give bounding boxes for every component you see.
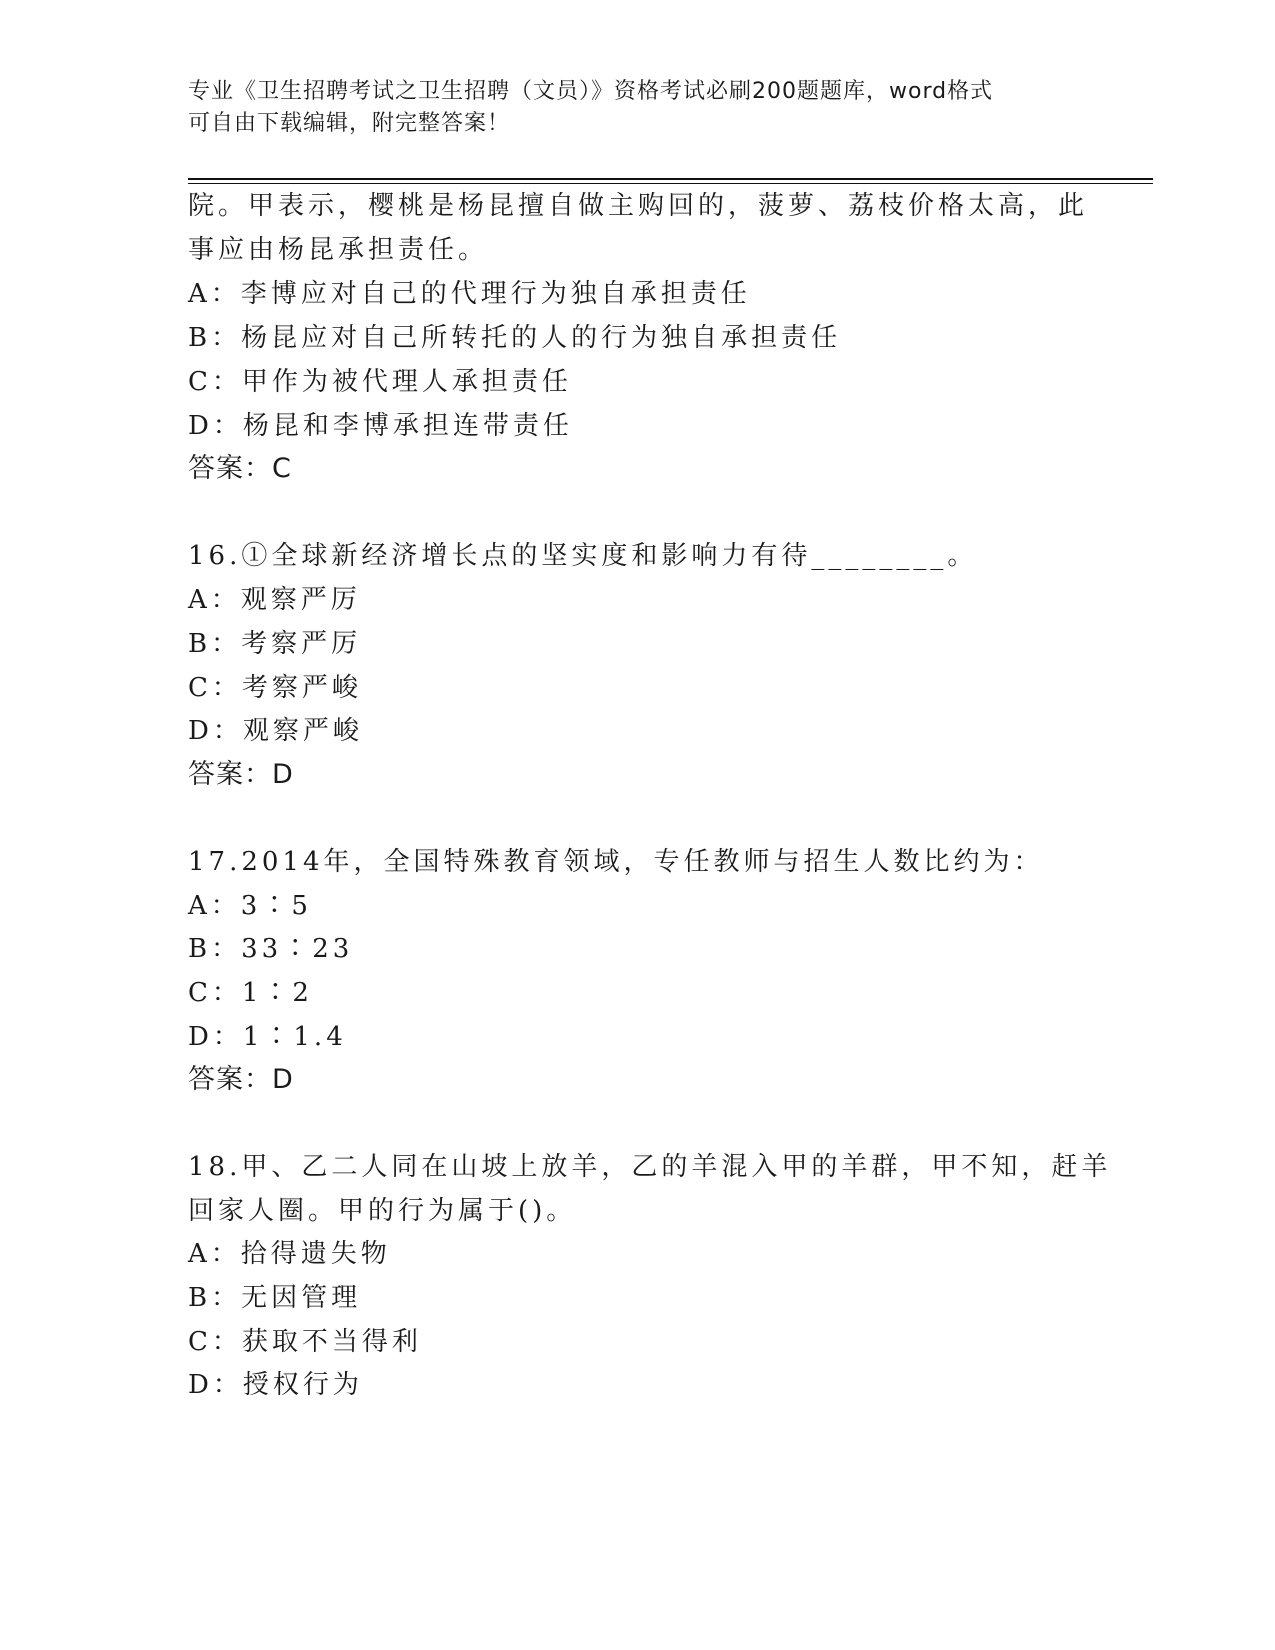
q16-option-c: C：考察严峻 bbox=[188, 673, 362, 703]
header-title-line-2: 可自由下载编辑，附完整答案！ bbox=[188, 111, 511, 136]
header-divider-thick bbox=[188, 178, 1153, 180]
header-title-line-1: 专业《卫生招聘考试之卫生招聘（文员）》资格考试必刷200题题库，word格式 bbox=[188, 79, 994, 104]
q17-option-a: A：3∶5 bbox=[188, 891, 312, 921]
q15-stem-continuation-1: 院。甲表示，樱桃是杨昆擅自做主购回的，菠萝、荔枝价格太高，此 bbox=[188, 191, 1089, 221]
q17-option-c: C：1∶2 bbox=[188, 978, 313, 1008]
q17-answer: 答案：D bbox=[188, 1064, 294, 1095]
q16-option-a: A：观察严厉 bbox=[188, 585, 361, 615]
q15-option-c: C：甲作为被代理人承担责任 bbox=[188, 367, 572, 397]
q16-answer: 答案：D bbox=[188, 759, 294, 790]
q18-stem-1: 18.甲、乙二人同在山坡上放羊，乙的羊混入甲的羊群，甲不知，赶羊 bbox=[188, 1152, 1112, 1182]
q15-option-d: D：杨昆和李博承担连带责任 bbox=[188, 411, 573, 441]
q15-answer: 答案：C bbox=[188, 453, 292, 484]
q18-stem-2: 回家人圈。甲的行为属于()。 bbox=[188, 1196, 577, 1226]
q16-stem: 16.①全球新经济增长点的坚实度和影响力有待________。 bbox=[188, 541, 978, 571]
q17-option-b: B：33∶23 bbox=[188, 934, 354, 964]
q16-option-d: D：观察严峻 bbox=[188, 716, 363, 746]
q18-option-c: C：获取不当得利 bbox=[188, 1327, 422, 1357]
q15-stem-continuation-2: 事应由杨昆承担责任。 bbox=[188, 235, 489, 265]
q18-option-b: B：无因管理 bbox=[188, 1283, 362, 1313]
q15-option-a: A：李博应对自己的代理行为独自承担责任 bbox=[188, 279, 751, 309]
document-header bbox=[188, 76, 1088, 140]
q17-stem: 17.2014年，全国特殊教育领域，专任教师与招生人数比约为： bbox=[188, 847, 1044, 877]
q17-option-d: D：1∶1.4 bbox=[188, 1022, 347, 1052]
header-divider-thin bbox=[188, 183, 1153, 184]
q18-option-d: D：授权行为 bbox=[188, 1370, 363, 1400]
q16-option-b: B：考察严厉 bbox=[188, 629, 362, 659]
q18-option-a: A：拾得遗失物 bbox=[188, 1239, 391, 1269]
q15-option-b: B：杨昆应对自己所转托的人的行为独自承担责任 bbox=[188, 323, 842, 353]
